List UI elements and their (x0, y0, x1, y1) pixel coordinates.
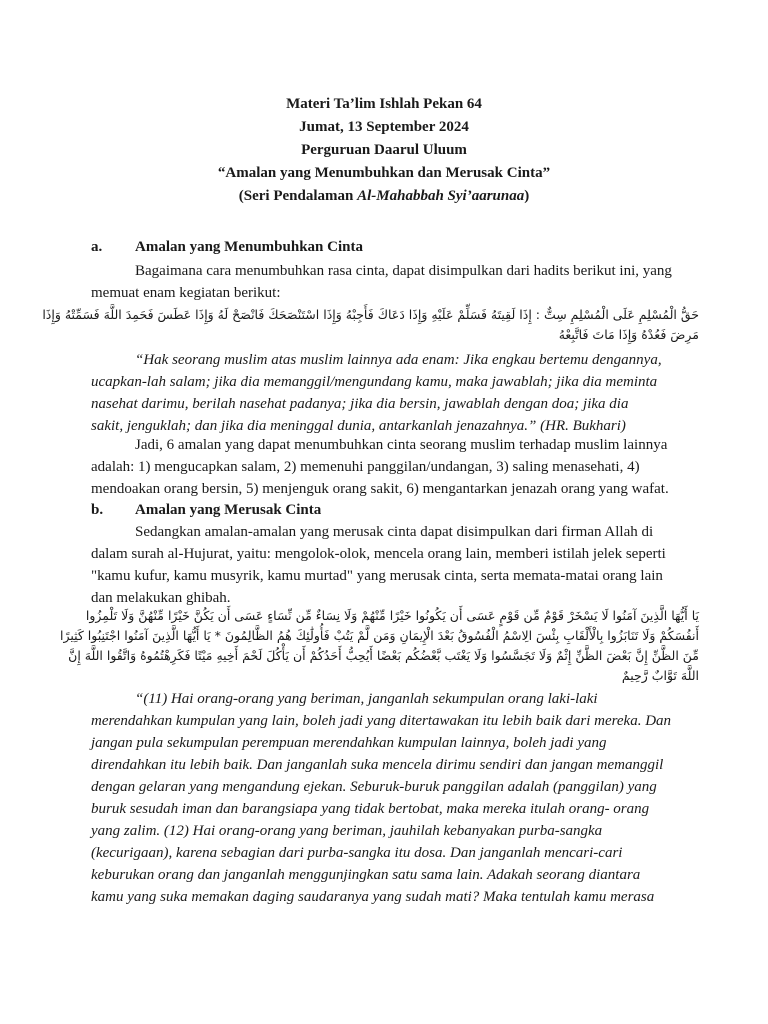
section-b-letter: b. (91, 502, 104, 518)
section-a-summary (91, 434, 691, 500)
title-line-5-italic: Al-Mahabbah Syi’aarunaa (357, 188, 525, 204)
paragraph-line: kamu yang suka memakan daging saudaranya yang sudah mati? Maka tentulah kamu merasa (91, 889, 655, 905)
paragraph-line: buruk sesudah iman dan barangsiapa yang tidak bertobat, maka mereka itulah orang- orang (91, 801, 650, 817)
section-a-intro (91, 260, 691, 304)
paragraph-line: jangan pula sekumpulan perempuan merendahkan kumpulan lainnya, boleh jadi yang (91, 735, 607, 751)
section-b-title: Amalan yang Merusak Cinta (135, 502, 322, 518)
section-b-intro (91, 521, 691, 609)
section-a-hadith-translation (91, 349, 691, 437)
paragraph-line: Jadi, 6 amalan yang dapat menumbuhkan cinta seorang muslim terhadap muslim lainnya (135, 437, 668, 453)
paragraph-line: memuat enam kegiatan berikut: (91, 285, 281, 301)
paragraph-line: Bagaimana cara menumbuhkan rasa cinta, dapat disimpulkan dari hadits berikut ini, yang (135, 263, 672, 279)
section-a-letter: a. (91, 239, 103, 255)
paragraph-line: Sedangkan amalan-amalan yang merusak cinta dapat disimpulkan dari firman Allah di (135, 524, 654, 540)
paragraph-line: merendahkan kumpulan yang lain, boleh jadi yang ditertawakan itu lebih baik dari mereka. Dan (91, 713, 672, 729)
title-line-4: “Amalan yang Menumbuhkan dan Merusak Cinta” (217, 165, 551, 181)
arabic-line: مَرِضَ فَعُدْهُ وَإِذَا مَاتَ فَاتَّبِعْهُ (558, 327, 699, 342)
arabic-line: يَا أَيُّهَا الَّذِينَ آمَنُوا لَا يَسْخَرْ قَوْمٌ مِّن قَوْمٍ عَسَى أَن يَكُونُوا خَيْرًا مِّنْهُمْ وَلَا نِسَاءٌ مِّن نِّسَاءٍ عَسَى أَن يَكُنَّ خَيْرًا مِّنْهُنَّ وَلَا تَلْمِزُوا (85, 608, 699, 623)
title-line-5 (0, 185, 768, 208)
title-line-3: Perguruan Daarul Uluum (301, 142, 467, 158)
paragraph-line: dalam surah al-Hujurat, yaitu: mengolok-olok, mencela orang lain, memberi istilah jelek seperti (91, 546, 666, 562)
paragraph-line: keburukan orang dan janganlah menggunjingkan satu sama lain. Adakah seorang diantara (91, 867, 641, 883)
arabic-line: اللَّهَ تَوَّابٌ رَّحِيمٌ (621, 668, 699, 683)
paragraph-line: “Hak seorang muslim atas muslim lainnya ada enam: Jika engkau bertemu dengannya, (135, 352, 662, 368)
paragraph-line: "kamu kufur, kamu musyrik, kamu murtad" yang merusak cinta, serta memata-matai orang lain (91, 568, 663, 584)
paragraph-line: “(11) Hai orang-orang yang beriman, janganlah sekumpulan orang laki-laki (135, 691, 598, 707)
section-b-quran-arabic (59, 606, 699, 686)
section-b-quran-translation (91, 688, 691, 908)
section-b-heading (91, 499, 321, 521)
paragraph-line: direndahkan itu lebih baik. Dan janganlah suka mencela dirimu sendiri dan jangan memanggil (91, 757, 664, 773)
paragraph-line: yang zalim. (12) Hai orang-orang yang beriman, jauhilah kebanyakan purba-sangka (91, 823, 603, 839)
document-title-block (0, 93, 768, 208)
title-line-5-suffix: ) (524, 188, 530, 204)
paragraph-line: adalah: 1) mengucapkan salam, 2) memenuhi panggilan/undangan, 3) saling menasehati, 4) (91, 459, 640, 475)
section-a-title: Amalan yang Menumbuhkan Cinta (135, 239, 363, 255)
paragraph-line: nasehat darimu, berilah nasehat padanya; jika dia bersin, jawablah dengan doa; jika dia (91, 396, 629, 412)
paragraph-line: sakit, jenguklah; dan jika dia meninggal dunia, antarkanlah jenazahnya.” (HR. Bukhari) (91, 418, 626, 434)
paragraph-line: ucapkan-lah salam; jika dia memanggil/mengundang kamu, maka jawablah; jika dia meminta (91, 374, 658, 390)
paragraph-line: dengan gelaran yang mengandung ejekan. Seburuk-buruk panggilan adalah (panggilan) yang (91, 779, 657, 795)
arabic-line: مِّنَ الظَّنِّ إِنَّ بَعْضَ الظَّنِّ إِثْمٌ وَلَا تَجَسَّسُوا وَلَا يَغْتَب بَّعْضُكُم بَعْضًا أَيُحِبُّ أَحَدُكُمْ أَن يَأْكُلَ لَحْمَ أَخِيهِ مَيْتًا فَكَرِهْتُمُوهُ وَاتَّقُوا اللَّهَ إِنَّ (68, 648, 699, 663)
section-a-hadith-arabic (42, 305, 699, 345)
title-line-2: Jumat, 13 September 2024 (299, 119, 469, 135)
title-line-1: Materi Ta’lim Ishlah Pekan 64 (286, 96, 482, 112)
paragraph-line: dan melakukan ghibah. (91, 590, 231, 606)
paragraph-line: (kecurigaan), karena sebagian dari purba-sangka itu dosa. Dan janganlah mencari-cari (91, 845, 623, 861)
arabic-line: حَقُّ الْمُسْلِمِ عَلَى الْمُسْلِمِ سِتٌّ : إِذَا لَقِيتَهُ فَسَلِّمْ عَلَيْهِ وَإِذَا دَعَاكَ فَأَجِبْهُ وَإِذَا اسْتَنْصَحَكَ فَانْصَحْ لَهُ وَإِذَا عَطَسَ فَحَمِدَ اللَّهَ فَسَمِّتْهُ وَإِذَا (42, 307, 699, 322)
paragraph-line: mendoakan orang bersin, 5) menjenguk orang sakit, 6) mengantarkan jenazah orang yang wafat. (91, 481, 669, 497)
arabic-line: أَنفُسَكُمْ وَلَا تَنَابَزُوا بِالْأَلْقَابِ بِئْسَ الِاسْمُ الْفُسُوقُ بَعْدَ الْإِيمَانِ وَمَن لَّمْ يَتُبْ فَأُولَٰئِكَ هُمُ الظَّالِمُونَ * يَا أَيُّهَا الَّذِينَ آمَنُوا اجْتَنِبُوا كَثِيرًا (59, 628, 699, 643)
section-a-heading (91, 236, 363, 258)
title-line-5-prefix: (Seri Pendalaman (238, 188, 358, 204)
